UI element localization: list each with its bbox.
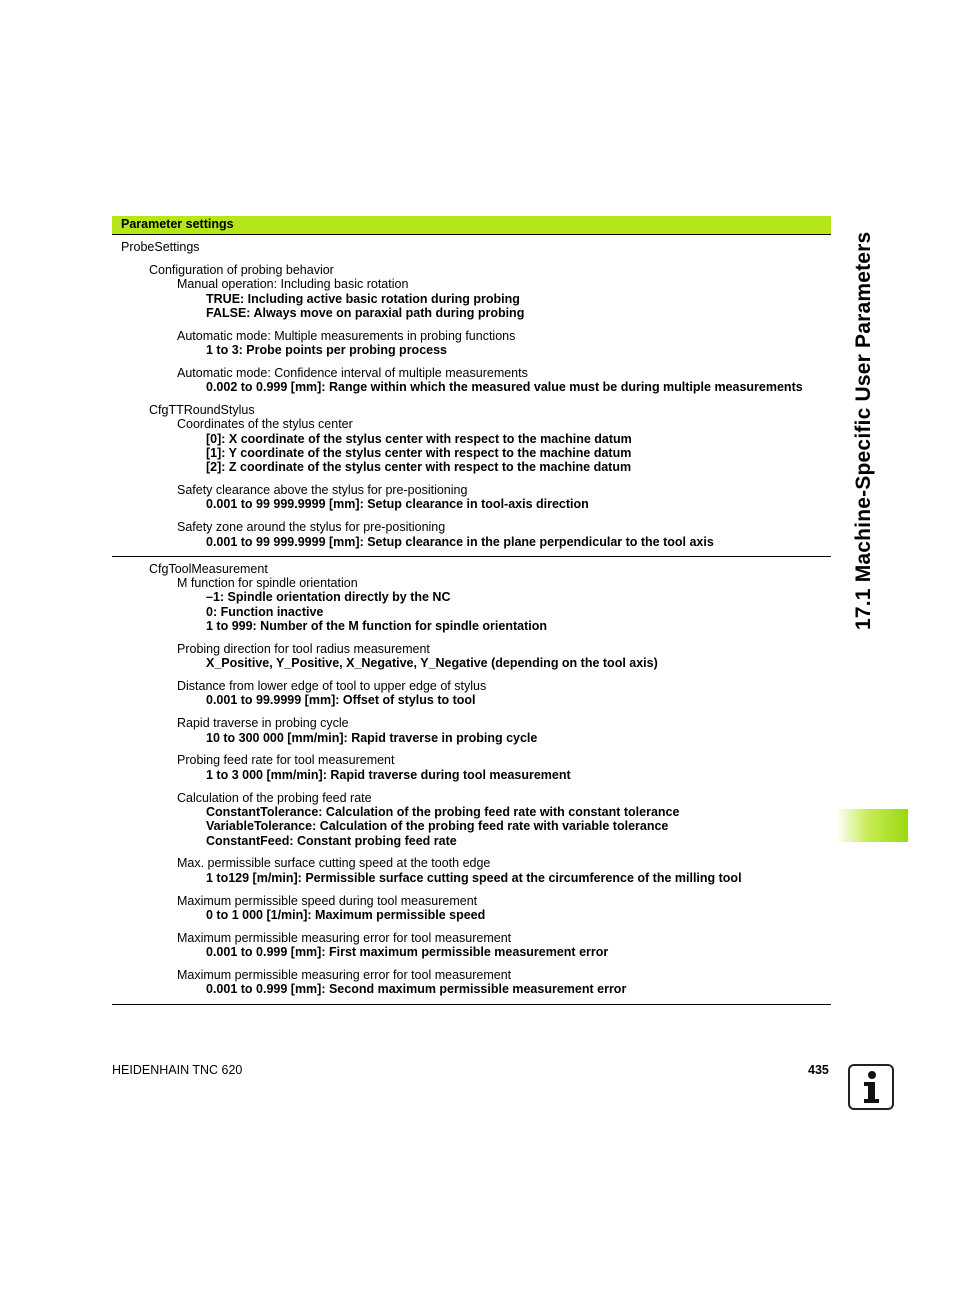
- param-value: 1 to 999: Number of the M function for spindle orientation: [206, 619, 547, 633]
- section-title-probesettings: ProbeSettings: [121, 240, 200, 254]
- param-label: Manual operation: Including basic rotation: [177, 277, 409, 291]
- param-value: 1 to129 [m/min]: Permissible surface cutting speed at the circumference of the milling tool: [206, 871, 742, 885]
- page-number: 435: [808, 1063, 829, 1077]
- param-label: M function for spindle orientation: [177, 576, 358, 590]
- param-label: Maximum permissible speed during tool measurement: [177, 894, 478, 908]
- param-value: 0: Function inactive: [206, 605, 324, 619]
- param-label: Maximum permissible measuring error for tool measurement: [177, 968, 512, 982]
- param-value: [2]: Z coordinate of the stylus center with respect to the machine datum: [206, 460, 632, 474]
- param-label: Probing feed rate for tool measurement: [177, 753, 395, 767]
- group-title-round-stylus: CfgTTRoundStylus: [149, 403, 255, 417]
- info-icon: [848, 1064, 894, 1110]
- param-value: 1 to 3: Probe points per probing process: [206, 343, 448, 357]
- param-label: Probing direction for tool radius measurement: [177, 642, 430, 656]
- param-label: Coordinates of the stylus center: [177, 417, 353, 431]
- param-value: 10 to 300 000 [mm/min]: Rapid traverse in probing cycle: [206, 731, 538, 745]
- param-label: Distance from lower edge of tool to upper edge of stylus: [177, 679, 487, 693]
- param-label: Max. permissible surface cutting speed at the tooth edge: [177, 856, 491, 870]
- param-value: [0]: X coordinate of the stylus center with respect to the machine datum: [206, 432, 632, 446]
- param-label: Safety zone around the stylus for pre-positioning: [177, 520, 446, 534]
- param-label: Automatic mode: Multiple measurements in probing functions: [177, 329, 516, 343]
- param-value: 0.002 to 0.999 [mm]: Range within which the measured value must be during multiple measurements: [206, 380, 803, 394]
- param-value: [1]: Y coordinate of the stylus center with respect to the machine datum: [206, 446, 632, 460]
- param-value: ConstantFeed: Constant probing feed rate: [206, 834, 457, 848]
- param-label: Maximum permissible measuring error for tool measurement: [177, 931, 512, 945]
- param-label: Calculation of the probing feed rate: [177, 791, 372, 805]
- param-label: Safety clearance above the stylus for pre-positioning: [177, 483, 468, 497]
- param-label: Automatic mode: Confidence interval of multiple measurements: [177, 366, 528, 380]
- param-value: VariableTolerance: Calculation of the probing feed rate with variable tolerance: [206, 819, 669, 833]
- param-value: 1 to 3 000 [mm/min]: Rapid traverse during tool measurement: [206, 768, 571, 782]
- footer-product-name: HEIDENHAIN TNC 620: [112, 1063, 243, 1077]
- table-header: [112, 216, 831, 235]
- chapter-side-title: 17.1 Machine-Specific User Parameters: [852, 231, 875, 630]
- group-title-config: Configuration of probing behavior: [149, 263, 334, 277]
- param-value: X_Positive, Y_Positive, X_Negative, Y_Negative (depending on the tool axis): [206, 656, 658, 670]
- param-value: FALSE: Always move on paraxial path during probing: [206, 306, 525, 320]
- chapter-tab-marker: [836, 809, 908, 842]
- param-value: –1: Spindle orientation directly by the NC: [206, 590, 451, 604]
- param-value: 0.001 to 99 999.9999 [mm]: Setup clearance in the plane perpendicular to the tool axis: [206, 535, 714, 549]
- section-divider: [112, 556, 831, 557]
- table-bottom-rule: [112, 1004, 831, 1005]
- param-value: 0.001 to 99.9999 [mm]: Offset of stylus to tool: [206, 693, 476, 707]
- info-icon-glyph: [850, 1066, 892, 1108]
- param-value: 0.001 to 99 999.9999 [mm]: Setup clearance in tool-axis direction: [206, 497, 589, 511]
- group-title-tool-measurement: CfgToolMeasurement: [149, 562, 268, 576]
- table-header-label: Parameter settings: [121, 217, 234, 231]
- param-value: 0 to 1 000 [1/min]: Maximum permissible speed: [206, 908, 486, 922]
- param-label: Rapid traverse in probing cycle: [177, 716, 349, 730]
- param-value: TRUE: Including active basic rotation during probing: [206, 292, 520, 306]
- param-value: 0.001 to 0.999 [mm]: Second maximum permissible measurement error: [206, 982, 627, 996]
- param-value: 0.001 to 0.999 [mm]: First maximum permissible measurement error: [206, 945, 609, 959]
- param-value: ConstantTolerance: Calculation of the probing feed rate with constant tolerance: [206, 805, 680, 819]
